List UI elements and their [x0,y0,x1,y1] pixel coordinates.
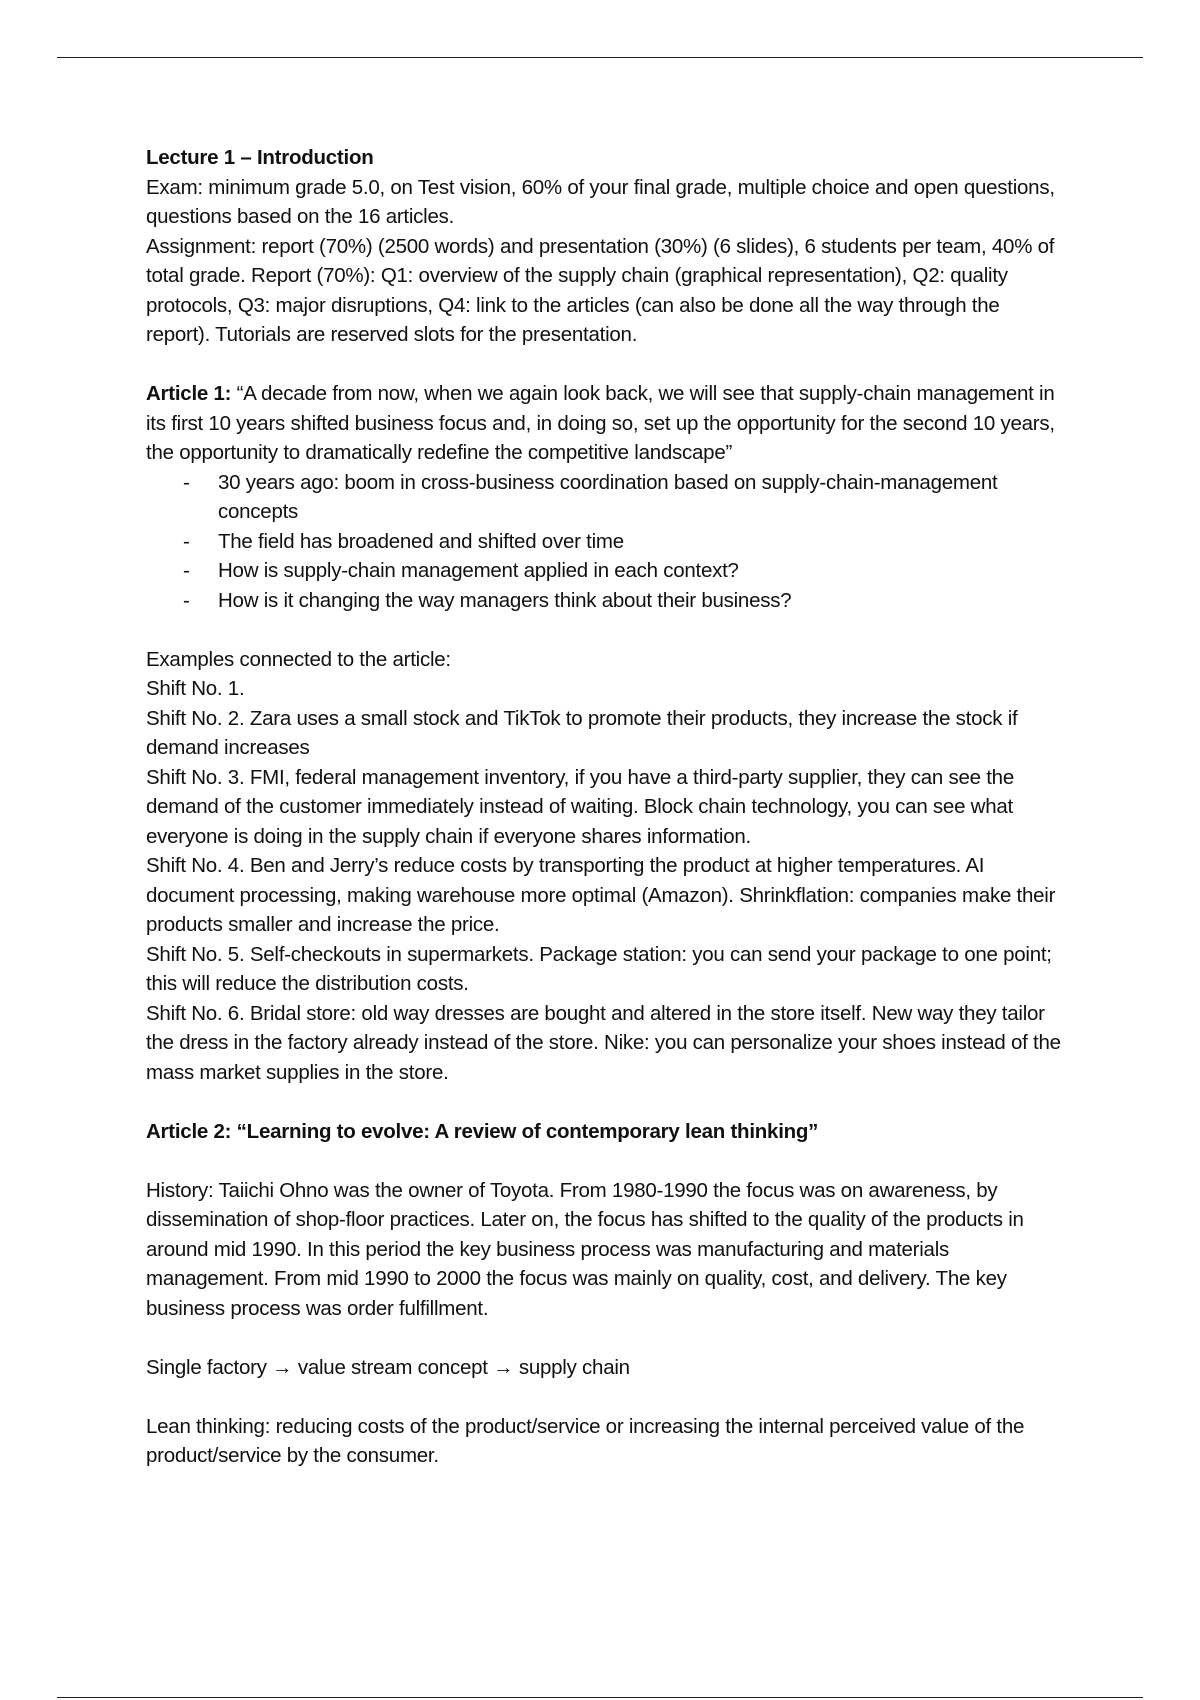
history-paragraph: History: Taiichi Ohno was the owner of Toyota. From 1980-1990 the focus was on awareness, by dissemination of shop-floor practices. Later on, the focus has shifted to the quality of the products in around mid 1990. In this period the key business process was manufacturing and materials management. From mid 1990 to 2000 the focus was mainly on quality, cost, and delivery. The key business process was order fulfillment. [146,1178,1024,1320]
article1-quote: “A decade from now, when we again look back, we will see that supply-chain management in its first 10 years shifted business focus and, in doing so, set up the opportunity for the second 10 years, the opportunity to dramatically redefine the competitive landscape” [146,382,1055,464]
footer-rule [57,1697,1143,1698]
spacer [146,1146,1066,1176]
spacer [146,350,1066,380]
assignment-paragraph: Assignment: report (70%) (2500 words) and presentation (30%) (6 slides), 6 students per team, 40% of total grade. Report (70%): Q1: overview of the supply chain (graphical representation), Q2: quality protocols, Q3: major disruptions, Q4: link to the articles (can also be done all the way through the report). Tutorials are reserved slots for the presentation. [146,234,1055,346]
list-item: - How is supply-chain management applied in each context? [146,556,1066,586]
header-rule [57,57,1143,58]
article1-paragraph [146,379,1066,468]
flow-line: Single factory → value stream concept → supply chain [146,1355,630,1379]
shift-paragraph: Shift No. 2. Zara uses a small stock and TikTok to promote their products, they increase the stock if demand increases [146,706,1018,759]
shift-paragraph: Shift No. 5. Self-checkouts in supermarkets. Package station: you can send your package to one point; this will reduce the distribution costs. [146,942,1052,995]
spacer [146,1323,1066,1353]
list-item: - The field has broadened and shifted over time [146,527,1066,557]
shift-paragraph: Shift No. 3. FMI, federal management inventory, if you have a third-party supplier, they can see the demand of the customer immediately instead of waiting. Block chain technology, you can see what everyone is doing in the supply chain if everyone shares information. [146,765,1014,848]
article1-bullet-list [146,468,1066,616]
exam-paragraph: Exam: minimum grade 5.0, on Test vision, 60% of your final grade, multiple choice and open questions, questions based on the 16 articles. [146,175,1055,228]
examples-intro: Examples connected to the article: [146,647,451,671]
spacer [146,615,1066,645]
article2-heading: Article 2: “Learning to evolve: A review of contemporary lean thinking” [146,1119,819,1143]
lean-thinking-paragraph: Lean thinking: reducing costs of the product/service or increasing the internal perceived value of the product/service by the consumer. [146,1414,1025,1467]
spacer [146,1382,1066,1412]
list-item: - 30 years ago: boom in cross-business coordination based on supply-chain-management concepts [146,468,1066,527]
shift-paragraph: Shift No. 4. Ben and Jerry’s reduce costs by transporting the product at higher temperatures. AI document processing, making warehouse more optimal (Amazon). Shrinkflation: companies make their products smaller and increase the price. [146,854,1056,936]
document-body [146,143,1066,1471]
lecture-heading: Lecture 1 – Introduction [146,146,374,169]
article1-label: Article 1: [146,382,232,405]
list-item: - How is it changing the way managers think about their business? [146,586,1066,616]
spacer [146,1087,1066,1117]
shift-paragraph: Shift No. 6. Bridal store: old way dresses are bought and altered in the store itself. New way they tailor the dress in the factory already instead of the store. Nike: you can personalize your shoes instead of the mass market supplies in the store. [146,1001,1061,1084]
shift-paragraph: Shift No. 1. [146,677,245,700]
